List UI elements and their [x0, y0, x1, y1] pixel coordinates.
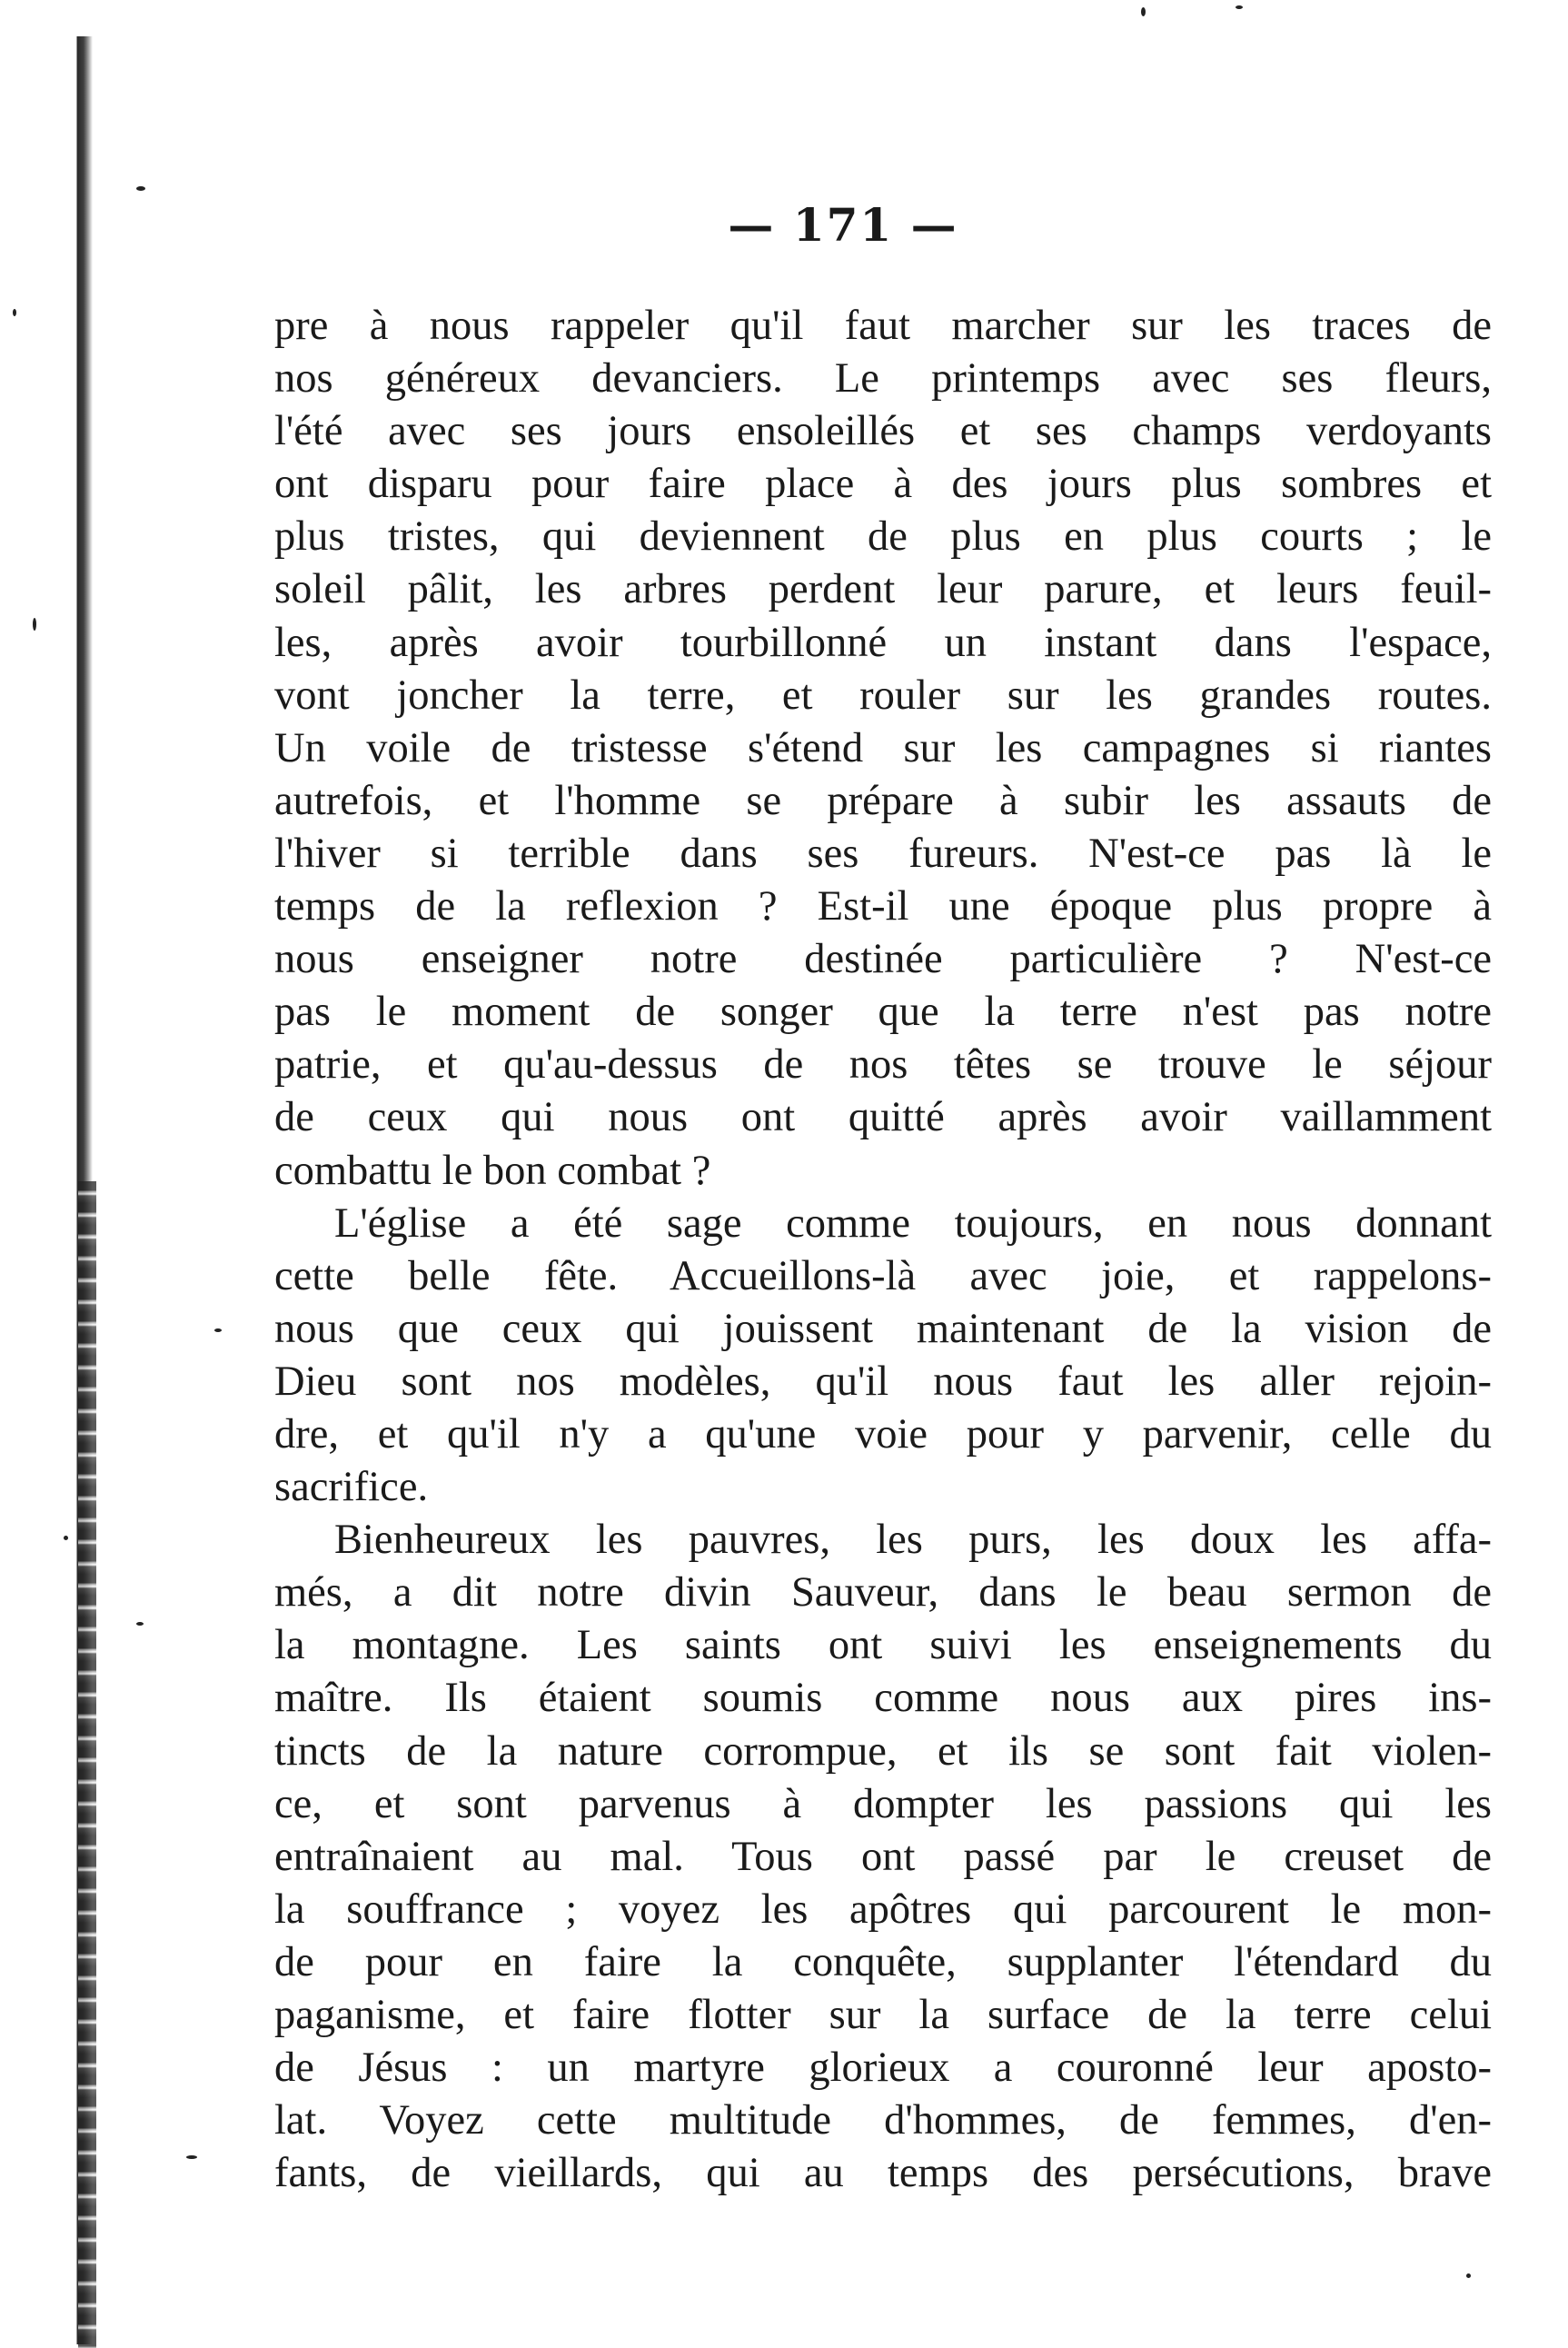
text-line: maître. Ils étaient soumis comme nous aux pires ins- — [274, 1675, 1492, 1722]
scan-speck — [214, 1328, 222, 1332]
text-line: nous que ceux qui jouissent maintenant de la vision de — [274, 1305, 1492, 1352]
binding-edge-lower — [78, 1181, 96, 2348]
text-line: dre, et qu'il n'y a qu'une voie pour y parvenir, celle du — [274, 1410, 1492, 1458]
text-line: paganisme, et faire flotter sur la surface de la terre celui — [274, 1992, 1492, 2038]
scan-speck — [136, 186, 145, 191]
text-line: pas le moment de songer que la terre n'est pas notre — [274, 989, 1492, 1036]
text-line: L'église a été sage comme toujours, en nous donnant — [334, 1199, 1492, 1247]
text-line: pre à nous rappeler qu'il faut marcher sur les traces de — [274, 303, 1492, 349]
text-line: la souffrance ; voyez les apôtres qui parcourent le mon- — [274, 1885, 1492, 1933]
text-line: de Jésus : un martyre glorieux a couronné leur aposto- — [274, 2045, 1492, 2092]
text-line: patrie, et qu'au-dessus de nos têtes se trouve le séjour — [274, 1041, 1492, 1089]
scan-speck — [33, 618, 36, 631]
page-number: — 171 — — [728, 198, 958, 252]
text-line: de ceux qui nous ont quitté après avoir vaillamment — [274, 1094, 1492, 1141]
scan-speck — [1466, 2273, 1471, 2278]
scan-speck — [1141, 7, 1146, 16]
text-line: lat. Voyez cette multitude d'hommes, de femmes, d'en- — [274, 2097, 1492, 2144]
text-line: ont disparu pour faire place à des jours plus sombres et — [274, 461, 1492, 508]
text-line: plus tristes, qui deviennent de plus en plus courts ; le — [274, 513, 1492, 561]
text-line: més, a dit notre divin Sauveur, dans le beau sermon de — [274, 1569, 1492, 1617]
body-text — [274, 300, 1492, 2200]
text-line: la montagne. Les saints ont suivi les enseignements du — [274, 1622, 1492, 1669]
text-line: tincts de la nature corrompue, et ils se sont fait violen- — [274, 1727, 1492, 1775]
text-line: de pour en faire la conquête, supplanter l'étendard du — [274, 1938, 1492, 1985]
text-line: ce, et sont parvenus à dompter les passions qui les — [274, 1780, 1492, 1827]
text-line: l'hiver si terrible dans ses fureurs. N'est-ce pas là le — [274, 830, 1492, 877]
text-line: Bienheureux les pauvres, les purs, les doux les affa- — [334, 1517, 1492, 1564]
scan-speck — [136, 1622, 144, 1626]
text-line: Dieu sont nos modèles, qu'il nous faut les aller rejoin- — [274, 1358, 1492, 1405]
text-line: vont joncher la terre, et rouler sur les grandes routes. — [274, 672, 1492, 719]
text-line: les, après avoir tourbillonné un instant dans l'espace, — [274, 619, 1492, 666]
text-line: combattu le bon combat ? — [274, 1147, 711, 1194]
text-line: cette belle fête. Accueillons-là avec joie, et rappelons- — [274, 1252, 1492, 1299]
text-line: nos généreux devanciers. Le printemps avec ses fleurs, — [274, 355, 1492, 403]
text-line: l'été avec ses jours ensoleillés et ses champs verdoyants — [274, 408, 1492, 455]
text-line: temps de la reflexion ? Est-il une époque plus propre à — [274, 883, 1492, 930]
text-line: soleil pâlit, les arbres perdent leur parure, et leurs feuil- — [274, 566, 1492, 613]
scan-speck — [1236, 5, 1243, 9]
text-line: autrefois, et l'homme se prépare à subir les assauts de — [274, 777, 1492, 824]
scan-speck — [64, 1536, 68, 1540]
text-line: Un voile de tristesse s'étend sur les campagnes si riantes — [274, 724, 1492, 771]
text-line: fants, de vieillards, qui au temps des persécutions, brave — [274, 2150, 1492, 2197]
text-line: sacrifice. — [274, 1464, 429, 1511]
text-line: entraînaient au mal. Tous ont passé par le creuset de — [274, 1833, 1492, 1880]
scan-speck — [13, 309, 16, 316]
text-line: nous enseigner notre destinée particulière ? N'est-ce — [274, 936, 1492, 983]
scan-speck — [186, 2155, 197, 2159]
